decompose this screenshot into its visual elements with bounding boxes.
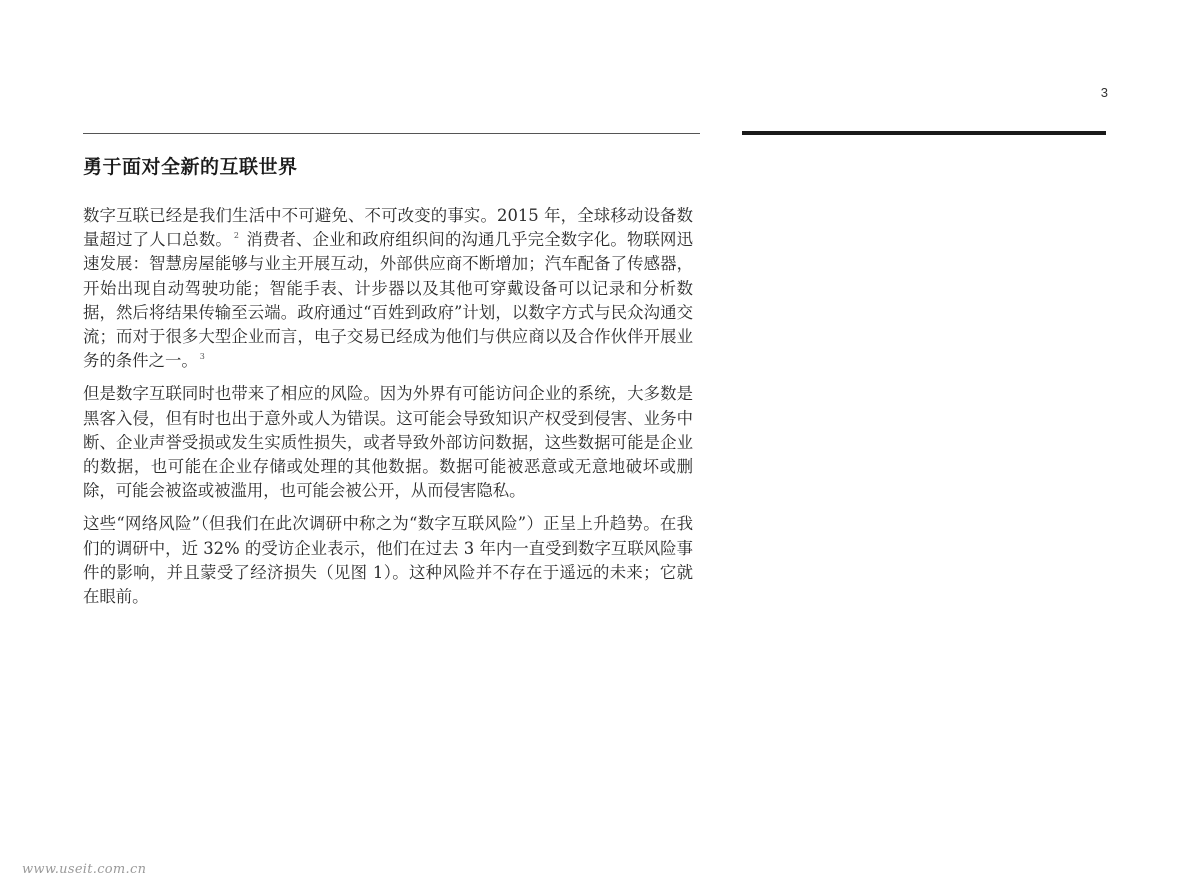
paragraph-3-text: 这些“网络风险”（但我们在此次调研中称之为“数字互联风险”）正呈上升趋势。在我们的调研中，近 32% 的受访企业表示，他们在过去 3 年内一直受到数字互联风险事件的影响，并且蒙受了经济损失（见图 1）。这种风险并不存在于遥远的未来；它就在眼前。 [83,514,693,607]
header-rule-left [83,133,700,134]
paragraph-3 [83,512,693,609]
page-number: 3 [1100,85,1108,100]
paragraph-1-text-1: 数字互联已经是我们生活中不可避免、不可改变的事实。2015 年，全球移动设备数量超过了人口总数。 [83,206,693,250]
footnote-ref-2[interactable]: 2 [233,231,240,241]
paragraph-1 [83,204,693,373]
paragraph-2-text: 但是数字互联同时也带来了相应的风险。因为外界有可能访问企业的系统，大多数是黑客入侵，但有时也出于意外或人为错误。这可能会导致知识产权受到侵害、业务中断、企业声誉受损或发生实质性损失，或者导致外部访问数据，这些数据可能是企业的数据，也可能在企业存储或处理的其他数据。数据可能被恶意或无意地破坏或删除，可能会被盗或被滥用，也可能会被公开，从而侵害隐私。 [83,384,693,501]
watermark-text: www.useit.com.cn [22,862,147,877]
section-heading: 勇于面对全新的互联世界 [83,156,298,178]
paragraph-2 [83,382,693,503]
footnote-ref-3[interactable]: 3 [199,352,205,362]
header-rule-right [742,131,1106,135]
paragraph-1-text-2: 消费者、企业和政府组织间的沟通几乎完全数字化。物联网迅速发展：智慧房屋能够与业主开展互动，外部供应商不断增加；汽车配备了传感器，开始出现自动驾驶功能；智能手表、计步器以及其他可穿戴设备可以记录和分析数据，然后将结果传输至云端。政府通过“百姓到政府”计划，以数字方式与民众沟通交流；而对于很多大型企业而言，电子交易已经成为他们与供应商以及合作伙伴开展业务的条件之一。 [83,230,693,371]
body-text [83,204,693,618]
